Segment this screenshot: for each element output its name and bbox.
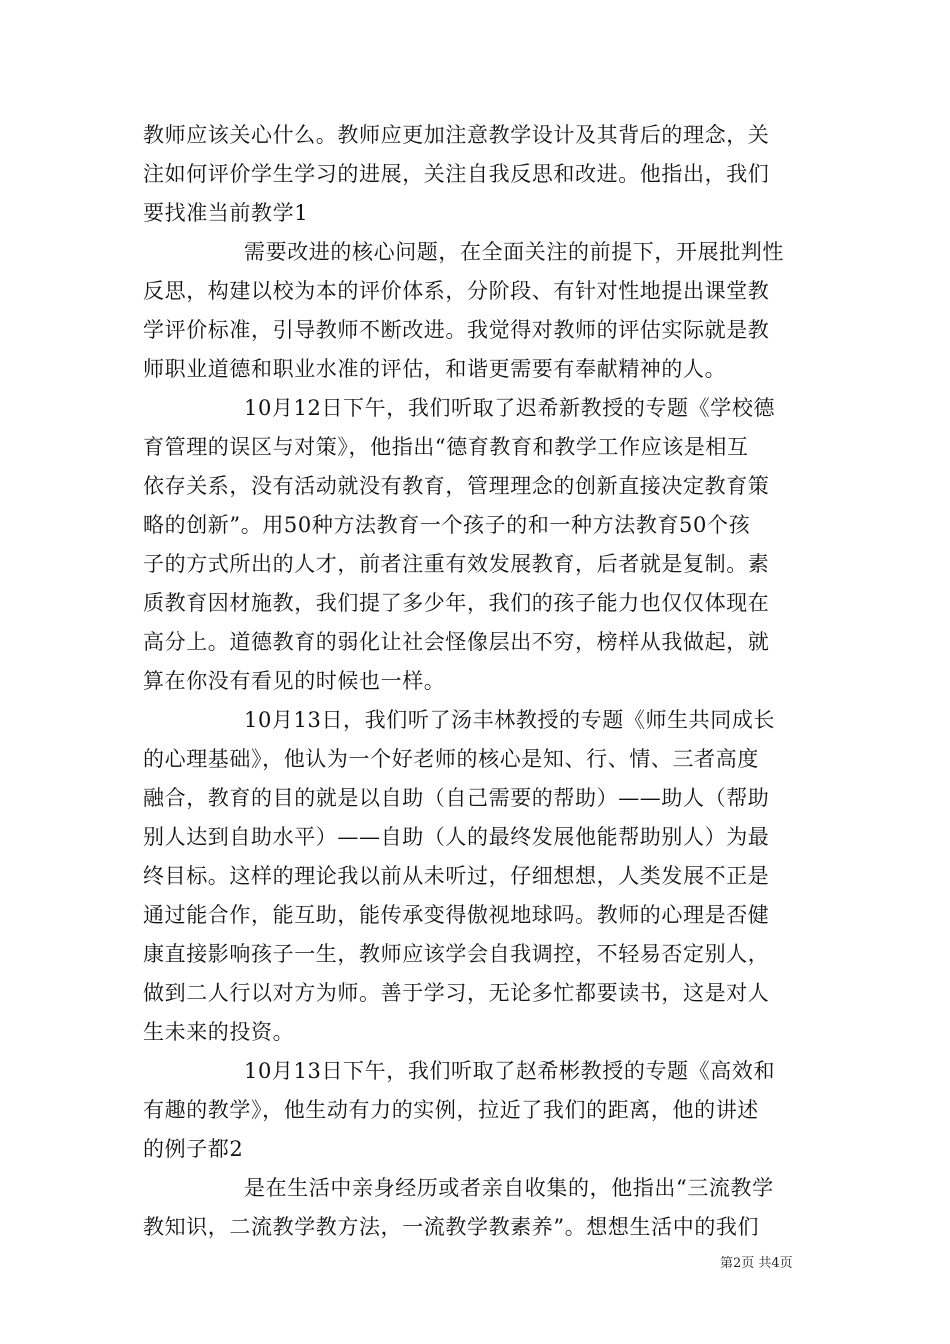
text-line: 师职业道德和职业水准的评估，和谐更需要有奉献精神的人。 [143, 357, 727, 381]
text-line: 的例子都2 [143, 1137, 244, 1161]
text-line: 注如何评价学生学习的进展，关注自我反思和改进。他指出，我们 [143, 162, 770, 186]
text-line: 依存关系，没有活动就没有教育，管理理念的创新直接决定教育策 [143, 474, 770, 498]
paragraph-start: 是在生活中亲身经历或者亲自收集的，他指出“三流教学 [244, 1176, 774, 1200]
text-line: 质教育因材施教，我们提了多少年，我们的孩子能力也仅仅体现在 [143, 591, 770, 615]
text-line: 反思，构建以校为本的评价体系，分阶段、有针对性地提出课堂教 [143, 279, 770, 303]
text-line: 教知识，二流教学教方法，一流教学教素养”。想想生活中的我们 [143, 1215, 760, 1239]
text-line: 终目标。这样的理论我以前从未听过，仔细想想，人类发展不正是 [143, 864, 770, 888]
text-line: 学评价标准，引导教师不断改进。我觉得对教师的评估实际就是教 [143, 318, 770, 342]
text-line: 子的方式所出的人才，前者注重有效发展教育，后者就是复制。素 [143, 552, 770, 576]
text-line: 要找准当前教学1 [143, 201, 309, 225]
paragraph-start: 10月12日下午，我们听取了迟希新教授的专题《学校德 [244, 396, 776, 420]
paragraph-start: 10月13日，我们听了汤丰林教授的专题《师生共同成长 [244, 708, 776, 732]
text-line: 融合，教育的目的就是以自助（自己需要的帮助）——助人（帮助 [143, 786, 770, 810]
text-line: 有趣的教学》，他生动有力的实例，拉近了我们的距离，他的讲述 [143, 1098, 759, 1122]
text-line: 康直接影响孩子一生，教师应该学会自我调控，不轻易否定别人， [143, 942, 770, 966]
text-line: 做到二人行以对方为师。善于学习，无论多忙都要读书，这是对人 [143, 981, 770, 1005]
text-line: 生未来的投资。 [143, 1020, 295, 1044]
text-line: 算在你没有看见的时候也一样。 [143, 669, 446, 693]
text-line: 的心理基础》，他认为一个好老师的核心是知、行、情、三者高度 [143, 747, 759, 771]
text-line: 略的创新”。用50种方法教育一个孩子的和一种方法教育50个孩 [143, 513, 751, 537]
text-line: 育管理的误区与对策》，他指出“德育教育和教学工作应该是相互 [143, 435, 749, 459]
text-line: 别人达到自助水平）——自助（人的最终发展他能帮助别人）为最 [143, 825, 770, 849]
text-line: 通过能合作，能互助，能传承变得傲视地球吗。教师的心理是否健 [143, 903, 770, 927]
paragraph-start: 需要改进的核心问题，在全面关注的前提下，开展批判性 [244, 240, 784, 264]
page-number-footer: 第2页 共4页 [720, 1256, 793, 1271]
paragraph-start: 10月13日下午，我们听取了赵希彬教授的专题《高效和 [244, 1059, 776, 1083]
text-line: 教师应该关心什么。教师应更加注意教学设计及其背后的理念，关 [143, 123, 770, 147]
text-line: 高分上。道德教育的弱化让社会怪像层出不穷，榜样从我做起，就 [143, 630, 770, 654]
